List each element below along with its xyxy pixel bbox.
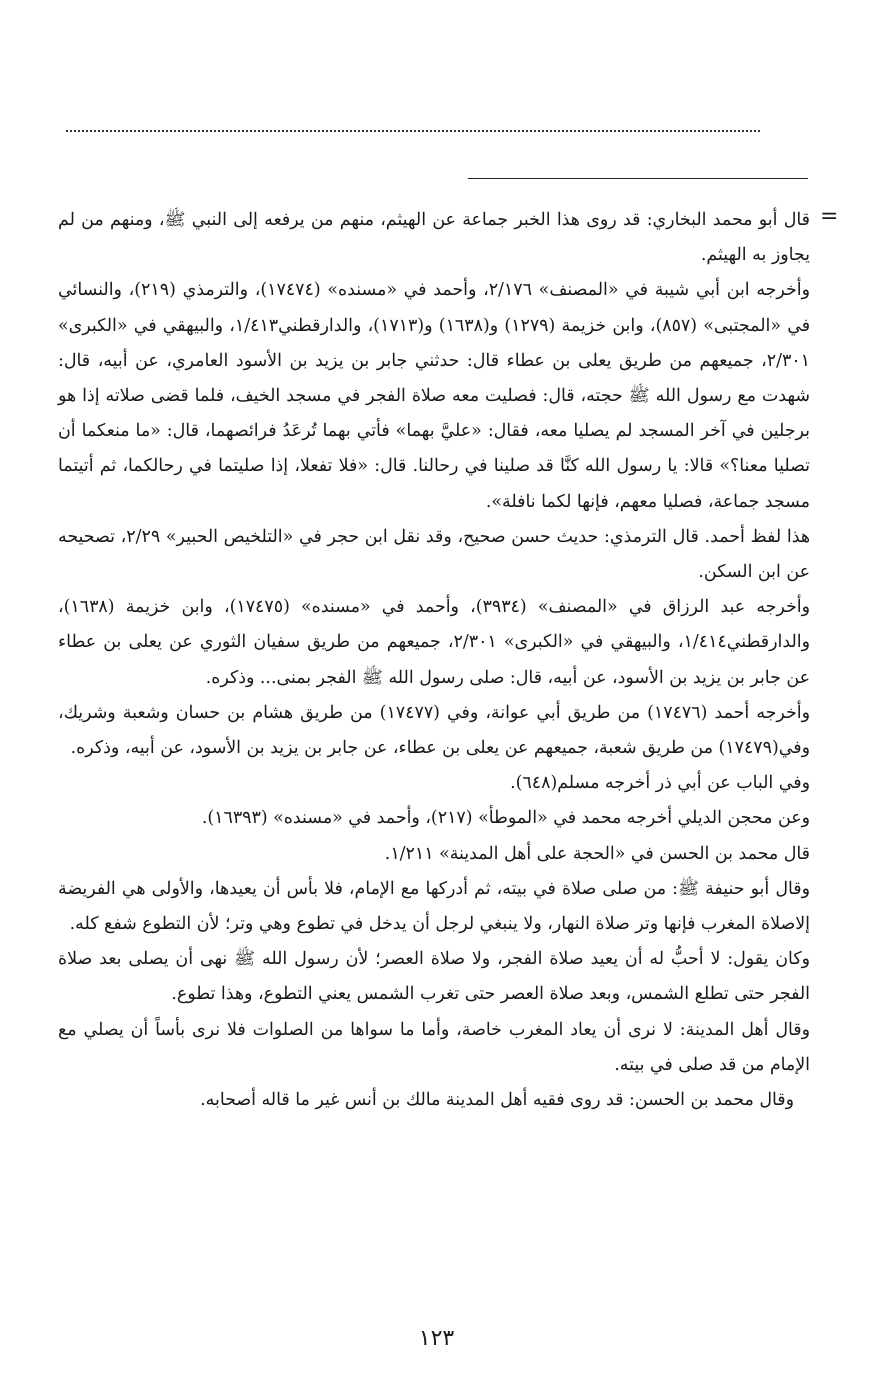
paragraph: قال أبو محمد البخاري: قد روى هذا الخبر جماعة عن الهيثم، منهم من يرفعه إلى النبي ﷺ، ومنهم من لم يجاوز به الهيثم. — [58, 210, 810, 266]
page-number: ١٢٣ — [418, 1326, 455, 1351]
paragraph: وفي الباب عن أبي ذر أخرجه مسلم(٦٤٨). — [510, 773, 810, 794]
continuation-mark: = — [820, 204, 839, 229]
dotted-separator — [66, 130, 760, 132]
paragraph: وكان يقول: لا أحبُّ له أن يعيد صلاة الفجر، ولا صلاة العصر؛ لأن رسول الله ﷺ نهى أن يصلى بعد صلاة الفجر حتى تطلع الشمس، وبعد صلاة العصر حتى تغرب الشمس يعني التطوع، وهذا تطوع. — [58, 949, 810, 1005]
paragraph: وأخرجه عبد الرزاق في «المصنف» (٣٩٣٤)، وأحمد في «مسنده» (١٧٤٧٥)، وابن خزيمة (١٦٣٨)، والدارقطني١/٤١٤، والبيهقي في «الكبرى» ٢/٣٠١، جميعهم من طريق سفيان الثوري عن يعلى بن عطاء عن جابر بن يزيد بن الأسود، عن أبيه، قال: صلى رسول الله ﷺ الفجر بمنى... وذكره. — [58, 597, 810, 688]
paragraph: هذا لفظ أحمد. قال الترمذي: حديث حسن صحيح، وقد نقل ابن حجر في «التلخيص الحبير» ٢/٢٩، تصحيحه عن ابن السكن. — [58, 526, 810, 583]
footnote-separator-line — [468, 178, 808, 179]
footnote-text — [58, 203, 810, 1118]
paragraph: وقال أهل المدينة: لا نرى أن يعاد المغرب خاصة، وأما ما سواها من الصلوات فلا نرى بأساً أن يصلي مع الإمام من قد صلى في بيته. — [58, 1019, 810, 1075]
paragraph: وأخرجه أحمد (١٧٤٧٦) من طريق أبي عوانة، وفي (١٧٤٧٧) من طريق هشام بن حسان وشعبة وشريك، وفي(١٧٤٧٩) من طريق شعبة، جميعهم عن يعلى بن عطاء، عن جابر بن يزيد بن الأسود، عن أبيه، وذكره. — [58, 702, 810, 759]
paragraph: قال محمد بن الحسن في «الحجة على أهل المدينة» ١/٢١١. — [384, 843, 810, 864]
paragraph: وقال محمد بن الحسن: قد روى فقيه أهل المدينة مالك بن أنس غير ما قاله أصحابه. — [200, 1090, 794, 1111]
paragraph: وأخرجه ابن أبي شيبة في «المصنف» ٢/١٧٦، وأحمد في «مسنده» (١٧٤٧٤)، والترمذي (٢١٩)، والنسائي في «المجتبى» (٨٥٧)، وابن خزيمة (١٢٧٩) و(١٦٣٨) و(١٧١٣)، والدارقطني١/٤١٣، والبيهقي في «الكبرى» ٢/٣٠١، جميعهم من طريق يعلى بن عطاء قال: حدثني جابر بن يزيد بن الأسود العامري، عن أبيه، قال: شهدت مع رسول الله ﷺ حجته، قال: فصليت معه صلاة الفجر في مسجد الخيف، فلما قضى صلاته إذا هو برجلين في آخر المسجد لم يصليا معه، فقال: «عليَّ بهما» فأتي بهما تُرعَدُ فرائصهما، قال: «ما منعكما أن تصليا معنا؟» قالا: يا رسول الله كنَّا قد صلينا في رحالنا. قال: «فلا تفعلا، إذا صليتما في رحالكما، ثم أتيتما مسجد جماعة، فصليا معهم، فإنها لكما نافلة». — [58, 280, 811, 512]
paragraph: وقال أبو حنيفة ﷺ: من صلى صلاة في بيته، ثم أدركها مع الإمام، فلا بأس أن يعيدها، والأولى هي الفريضة إلاصلاة المغرب فإنها وتر صلاة النهار، ولا ينبغي لرجل أن يدخل في تطوع وهي وتر؛ لأن التطوع شفع كله. — [58, 878, 810, 935]
paragraph: وعن محجن الديلي أخرجه محمد في «الموطأ» (٢١٧)، وأحمد في «مسنده» (١٦٣٩٣). — [201, 808, 810, 829]
